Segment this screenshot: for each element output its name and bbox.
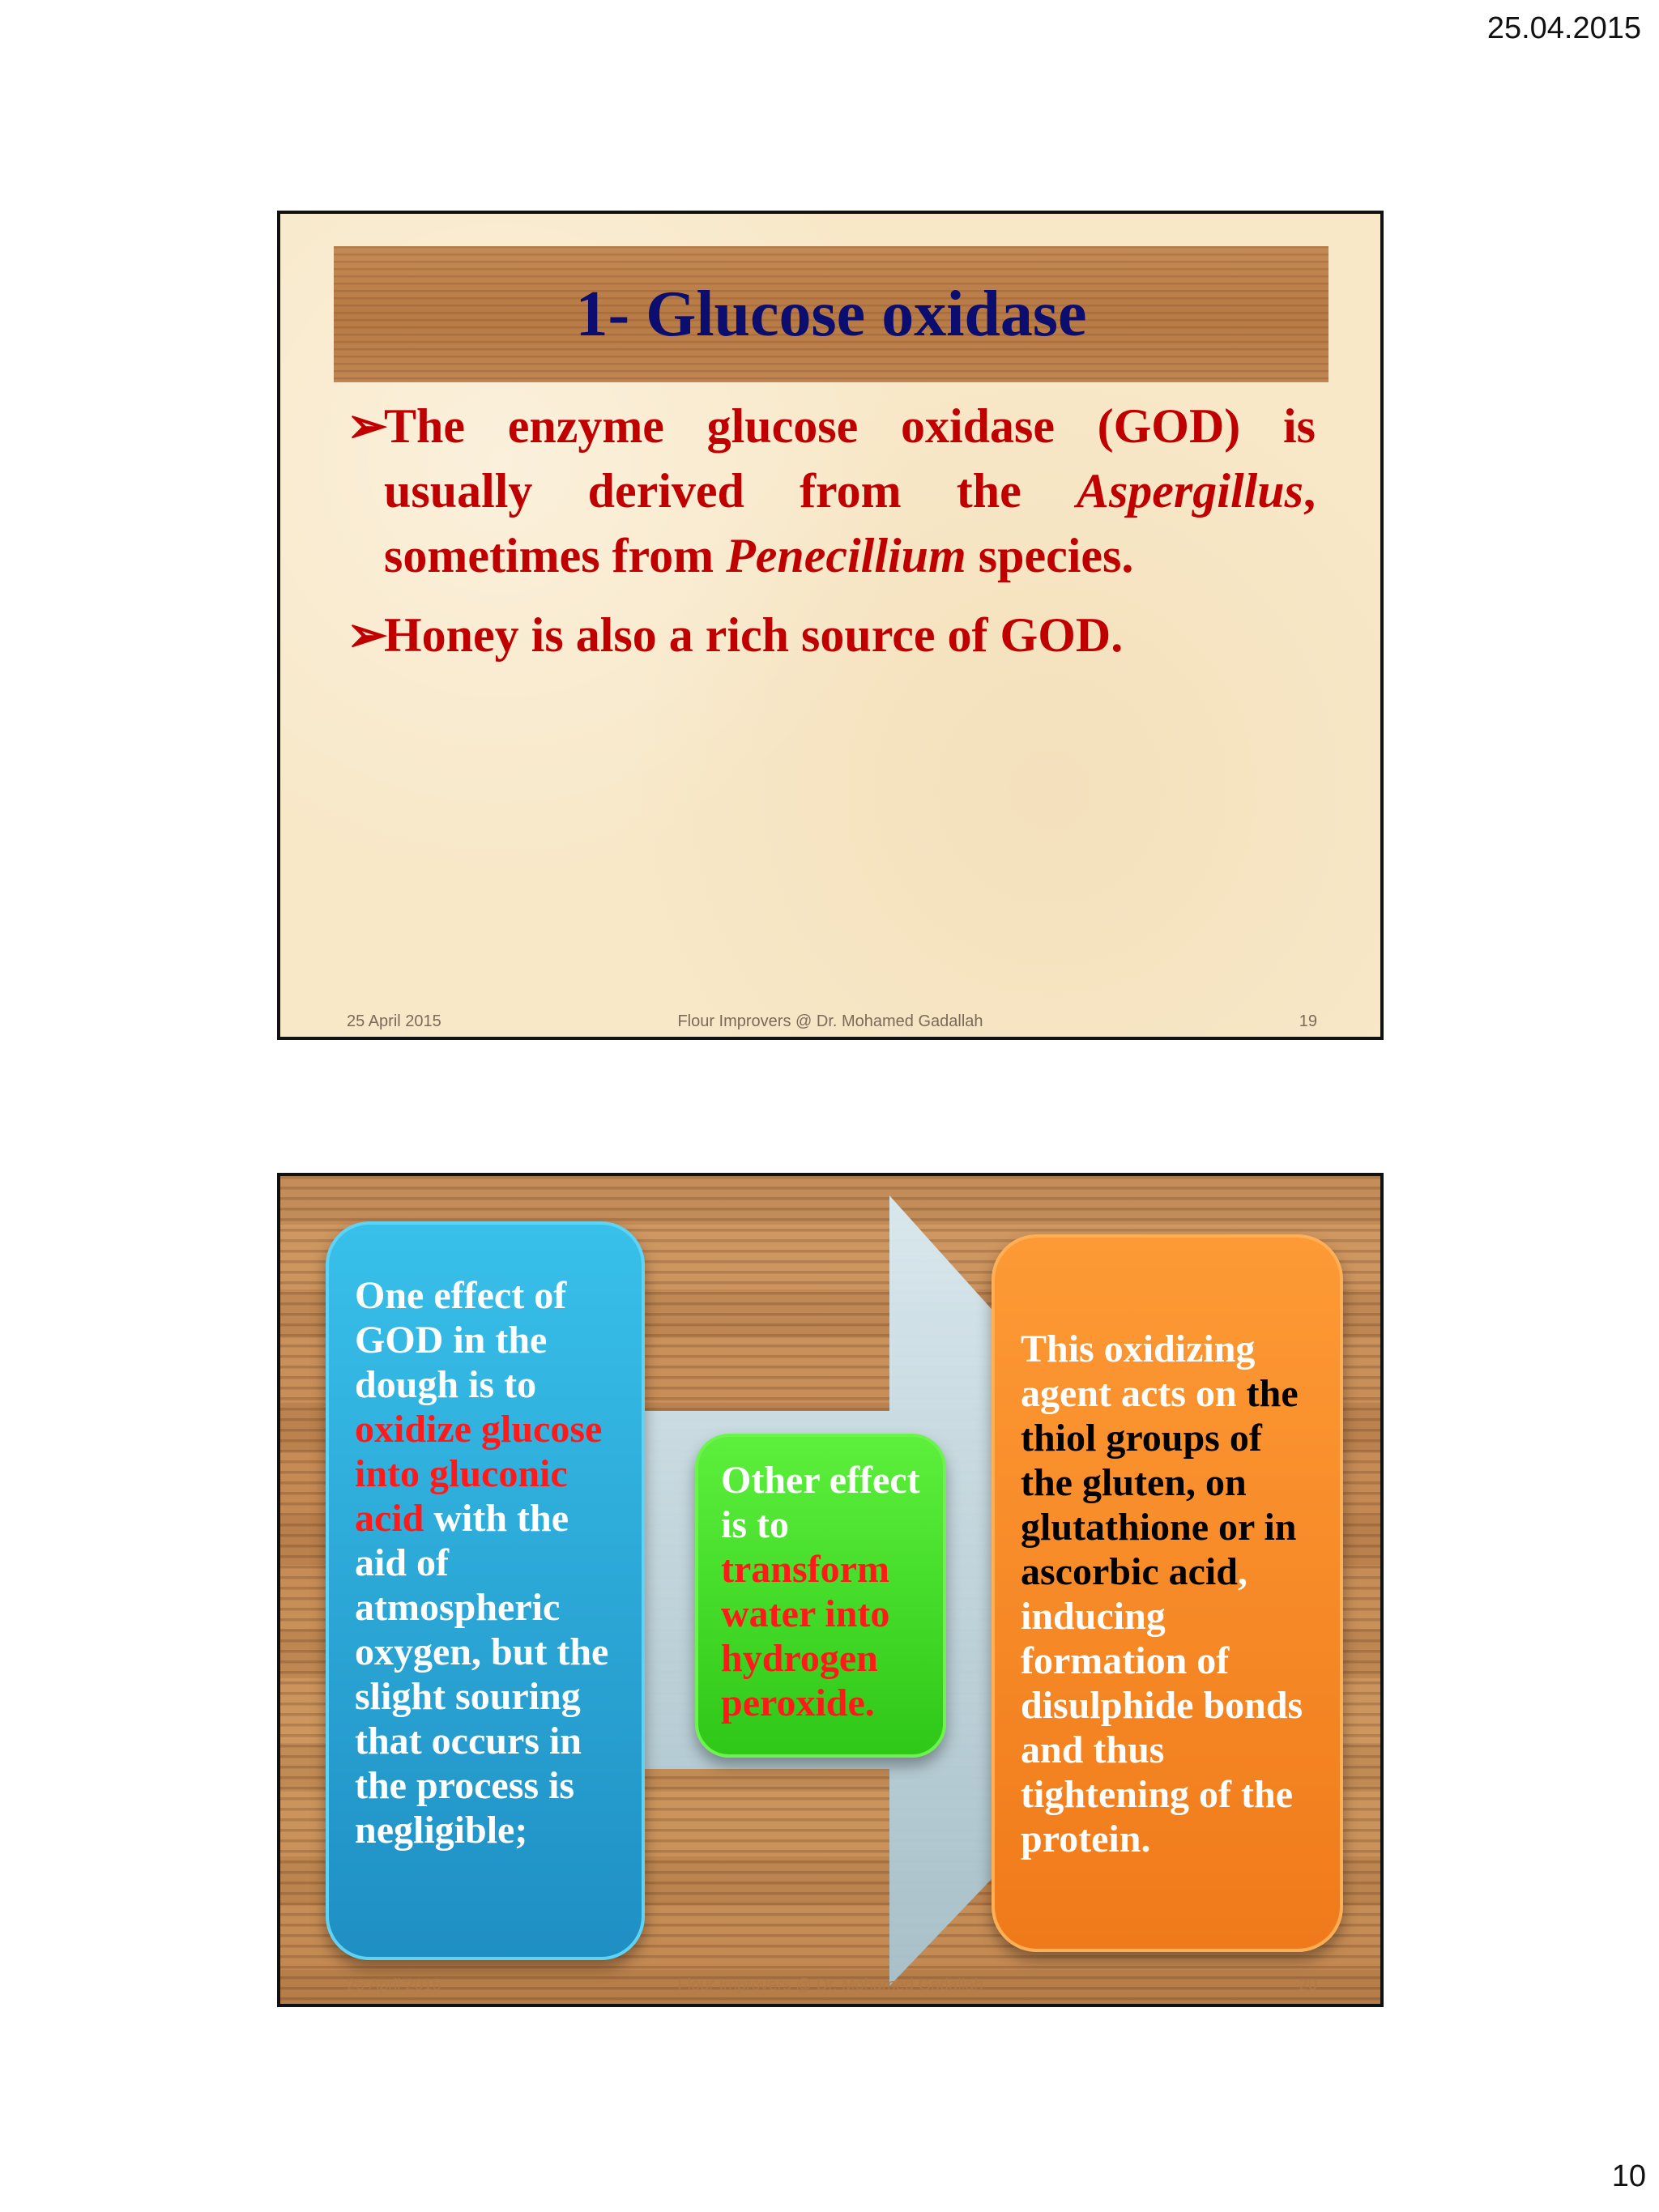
footer-slide-number: 19: [1299, 1012, 1317, 1030]
footer-slide-number: 20: [1299, 1976, 1317, 1994]
bullet-item: [347, 394, 1316, 588]
bullet-item: [347, 603, 1316, 667]
title-bar: [334, 246, 1328, 382]
bullet-arrow-icon: ➢: [347, 399, 388, 453]
slide-19: [277, 211, 1384, 1040]
bullet-text: Honey is also a rich source of GOD.: [384, 608, 1124, 662]
slide-title: 1- Glucose oxidase: [575, 278, 1087, 350]
bullet-list: [347, 394, 1316, 682]
footer-date: 25 April 2015: [347, 1976, 441, 1994]
bullet-text: The enzyme glucose oxidase (GOD) is usually derived from the Aspergillus, sometimes from Penecillium species.: [384, 399, 1316, 582]
bullet-arrow-icon: ➢: [347, 608, 388, 662]
footer-title: Flour Improvers @ Dr. Mohamed Gadallah: [677, 1976, 983, 1994]
orange-effect-box: This oxidizing agent acts on the thiol groups of the gluten, on glutathione or in ascorbic acid, inducing formation of disulphide bonds and thus tightening of the protein.: [992, 1234, 1343, 1952]
slide-20: [277, 1173, 1384, 2007]
footer-date: 25 April 2015: [347, 1012, 441, 1030]
blue-effect-box: One effect of GOD in the dough is to oxidize glucose into gluconic acid with the aid of atmospheric oxygen, but the slight souring that occurs in the process is negligible;: [326, 1221, 645, 1960]
page-number: 10: [1611, 2159, 1646, 2193]
green-effect-box: Other effect is to transform water into hydrogen peroxide.: [695, 1434, 946, 1758]
footer-title: Flour Improvers @ Dr. Mohamed Gadallah: [677, 1012, 983, 1030]
page-date: 25.04.2015: [1486, 11, 1641, 45]
